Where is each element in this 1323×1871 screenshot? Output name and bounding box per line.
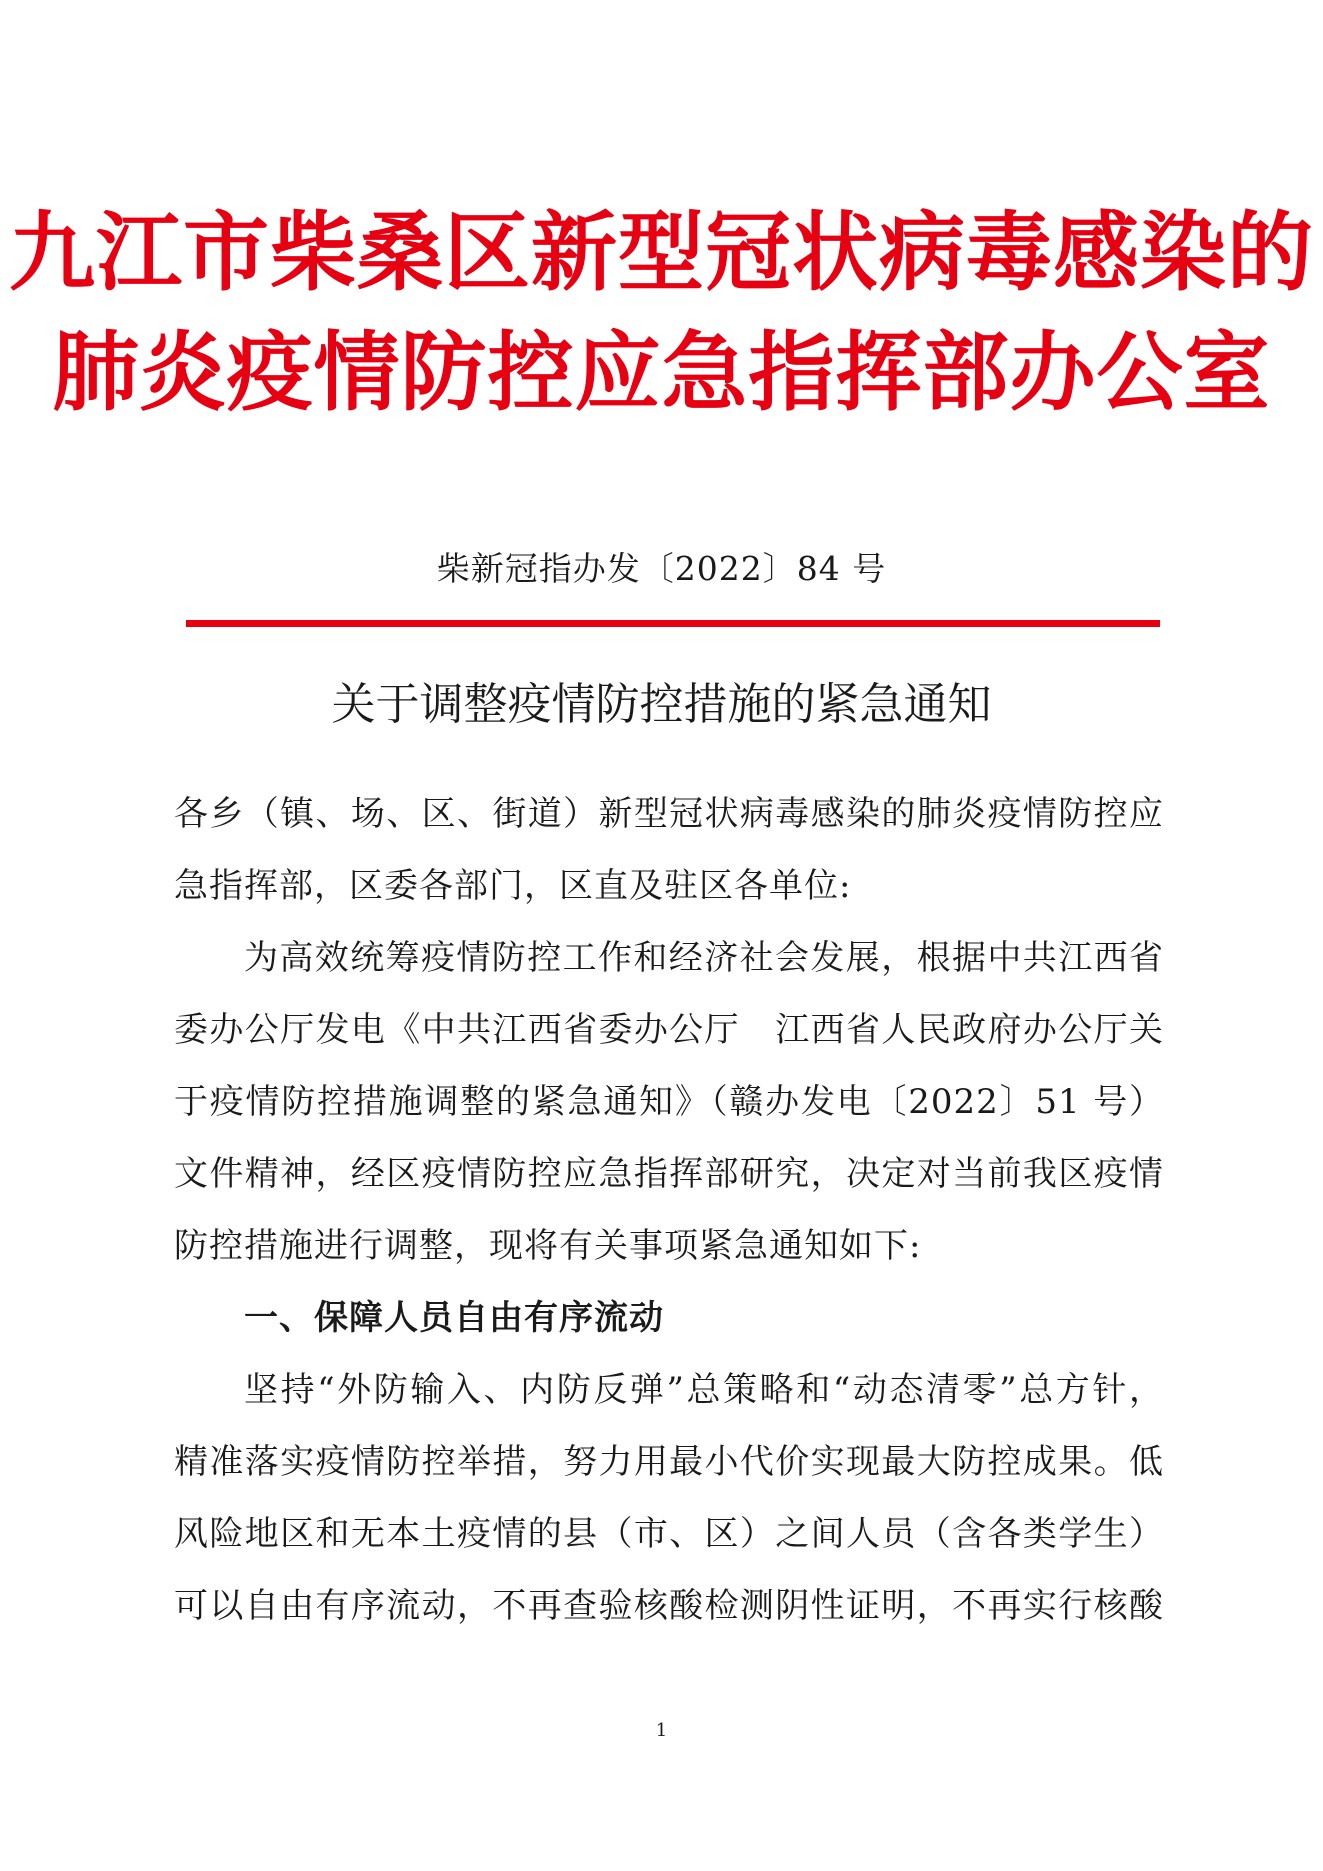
intro-paragraph-line: 于疫情防控措施调整的紧急通知》（赣办发电〔2022〕51 号）: [174, 1082, 1164, 1122]
section-paragraph-line: 精准落实疫情防控举措，努力用最小代价实现最大防控成果。低: [174, 1442, 1164, 1482]
section-heading: 一、保障人员自由有序流动: [244, 1298, 664, 1338]
notice-body: [174, 778, 1164, 1642]
notice-title: 关于调整疫情防控措施的紧急通知: [331, 679, 992, 730]
document-number: 柴新冠指办发〔2022〕84 号: [436, 549, 887, 588]
section-paragraph-line: 坚持“外防输入、内防反弹”总策略和“动态清零”总方针，: [244, 1370, 1164, 1410]
intro-paragraph-line: 防控措施进行调整，现将有关事项紧急通知如下:: [174, 1226, 922, 1266]
page-number: 1: [655, 1720, 668, 1741]
issuer-name-line-2: 肺炎疫情防控应急指挥部办公室: [52, 323, 1271, 423]
section-paragraph-line: 可以自由有序流动，不再查验核酸检测阴性证明，不再实行核酸: [174, 1586, 1164, 1626]
issuer-name-line-1: 九江市柴桑区新型冠状病毒感染的: [9, 203, 1314, 303]
red-divider-rule: [186, 620, 1160, 627]
addressee-line: 急指挥部，区委各部门，区直及驻区各单位:: [174, 866, 852, 906]
addressee-line: 各乡（镇、场、区、街道）新型冠状病毒感染的肺炎疫情防控应: [174, 794, 1164, 834]
intro-paragraph-line: 为高效统筹疫情防控工作和经济社会发展，根据中共江西省: [244, 938, 1164, 978]
intro-paragraph-line: 委办公厅发电《中共江西省委办公厅 江西省人民政府办公厅关: [174, 1010, 1164, 1050]
section-paragraph-line: 风险地区和无本土疫情的县（市、区）之间人员（含各类学生）: [174, 1514, 1164, 1554]
intro-paragraph-line: 文件精神，经区疫情防控应急指挥部研究，决定对当前我区疫情: [174, 1154, 1164, 1194]
